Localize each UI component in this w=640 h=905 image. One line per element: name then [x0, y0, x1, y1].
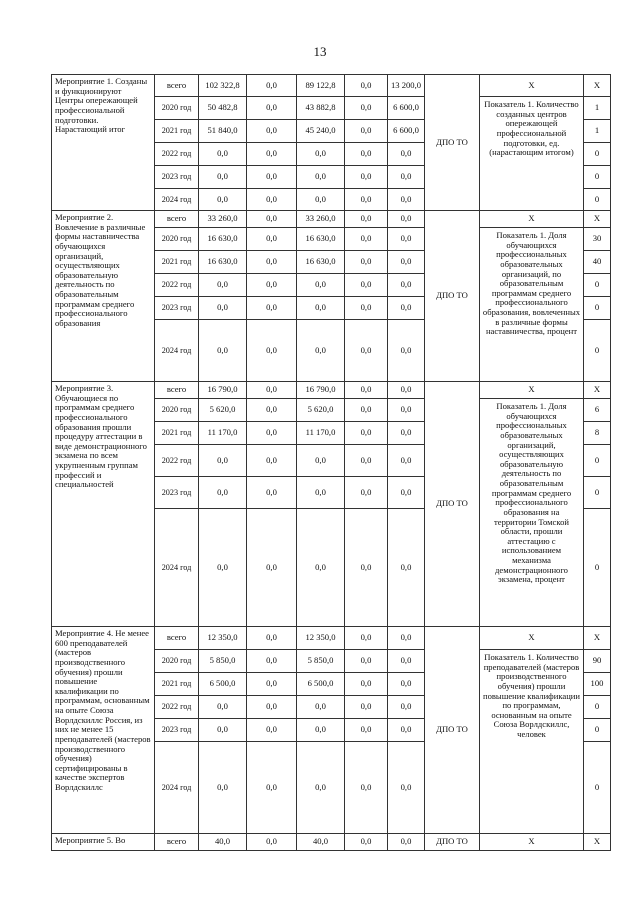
reg-cell: 11 170,0	[297, 422, 345, 445]
value-cell: 1	[584, 97, 611, 120]
other-cell: 6 600,0	[388, 120, 425, 143]
other-cell: 0,0	[388, 834, 425, 851]
reg-cell: 0,0	[297, 719, 345, 742]
table-row	[52, 211, 611, 228]
other-cell: 13 200,0	[388, 75, 425, 97]
reg-cell: 45 240,0	[297, 120, 345, 143]
reg-cell: 0,0	[297, 477, 345, 509]
reg-cell: 6 500,0	[297, 673, 345, 696]
other-cell: 0,0	[388, 509, 425, 627]
reg-cell: 16 790,0	[297, 382, 345, 399]
year-cell: 2022 год	[155, 445, 199, 477]
loc-cell: 0,0	[345, 696, 388, 719]
other-cell: 0,0	[388, 477, 425, 509]
reg-cell: 0,0	[297, 297, 345, 320]
total-cell: 0,0	[199, 320, 247, 382]
total-cell: 0,0	[199, 166, 247, 189]
value-cell: 1	[584, 120, 611, 143]
total-cell: 5 620,0	[199, 399, 247, 422]
event-name: Мероприятие 3. Обучающиеся по программам среднего профессионального образования прошли процедуру аттестации в виде демонстрационного экзамена по всем укрупненным группам профессий и специальностей	[52, 382, 155, 627]
year-cell: 2020 год	[155, 399, 199, 422]
fed-cell: 0,0	[247, 211, 297, 228]
year-cell: всего	[155, 211, 199, 228]
other-cell: 0,0	[388, 166, 425, 189]
value-cell: 6	[584, 399, 611, 422]
fed-cell: 0,0	[247, 650, 297, 673]
year-cell: 2022 год	[155, 274, 199, 297]
value-cell: 8	[584, 422, 611, 445]
fed-cell: 0,0	[247, 251, 297, 274]
reg-cell: 0,0	[297, 166, 345, 189]
event-name: Мероприятие 2. Вовлечение в различные формы наставничества обучающихся организаций, осуществляющих образовательную деятельность по образовательным программам среднего профессионального образования	[52, 211, 155, 382]
executor-cell: ДПО ТО	[425, 382, 480, 627]
reg-cell: 5 620,0	[297, 399, 345, 422]
fed-cell: 0,0	[247, 673, 297, 696]
indicator-x: X	[480, 75, 584, 97]
fed-cell: 0,0	[247, 228, 297, 251]
total-cell: 0,0	[199, 445, 247, 477]
other-cell: 0,0	[388, 742, 425, 834]
value-cell: 0	[584, 320, 611, 382]
other-cell: 0,0	[388, 422, 425, 445]
year-cell: 2023 год	[155, 477, 199, 509]
other-cell: 0,0	[388, 274, 425, 297]
total-cell: 5 850,0	[199, 650, 247, 673]
value-cell: X	[584, 75, 611, 97]
other-cell: 0,0	[388, 228, 425, 251]
value-cell: 30	[584, 228, 611, 251]
other-cell: 0,0	[388, 445, 425, 477]
loc-cell: 0,0	[345, 274, 388, 297]
fed-cell: 0,0	[247, 742, 297, 834]
loc-cell: 0,0	[345, 445, 388, 477]
other-cell: 0,0	[388, 673, 425, 696]
fed-cell: 0,0	[247, 274, 297, 297]
loc-cell: 0,0	[345, 673, 388, 696]
fed-cell: 0,0	[247, 382, 297, 399]
fed-cell: 0,0	[247, 477, 297, 509]
reg-cell: 40,0	[297, 834, 345, 851]
reg-cell: 5 850,0	[297, 650, 345, 673]
year-cell: 2020 год	[155, 97, 199, 120]
total-cell: 0,0	[199, 189, 247, 211]
reg-cell: 0,0	[297, 696, 345, 719]
total-cell: 0,0	[199, 143, 247, 166]
value-cell: 0	[584, 696, 611, 719]
loc-cell: 0,0	[345, 509, 388, 627]
value-cell: X	[584, 211, 611, 228]
table-row	[52, 382, 611, 399]
total-cell: 6 500,0	[199, 673, 247, 696]
year-cell: 2022 год	[155, 696, 199, 719]
value-cell: X	[584, 382, 611, 399]
other-cell: 0,0	[388, 320, 425, 382]
other-cell: 0,0	[388, 627, 425, 650]
reg-cell: 0,0	[297, 274, 345, 297]
fed-cell: 0,0	[247, 189, 297, 211]
executor-cell: ДПО ТО	[425, 211, 480, 382]
reg-cell: 89 122,8	[297, 75, 345, 97]
total-cell: 102 322,8	[199, 75, 247, 97]
fed-cell: 0,0	[247, 719, 297, 742]
value-cell: 0	[584, 445, 611, 477]
loc-cell: 0,0	[345, 719, 388, 742]
loc-cell: 0,0	[345, 211, 388, 228]
reg-cell: 16 630,0	[297, 228, 345, 251]
fed-cell: 0,0	[247, 422, 297, 445]
value-cell: 0	[584, 297, 611, 320]
value-cell: 40	[584, 251, 611, 274]
loc-cell: 0,0	[345, 650, 388, 673]
page-number: 13	[313, 44, 327, 59]
other-cell: 0,0	[388, 696, 425, 719]
total-cell: 0,0	[199, 509, 247, 627]
value-cell: 0	[584, 719, 611, 742]
year-cell: 2023 год	[155, 166, 199, 189]
reg-cell: 16 630,0	[297, 251, 345, 274]
other-cell: 0,0	[388, 143, 425, 166]
total-cell: 0,0	[199, 696, 247, 719]
loc-cell: 0,0	[345, 166, 388, 189]
table-row	[52, 75, 611, 97]
year-cell: 2021 год	[155, 422, 199, 445]
total-cell: 0,0	[199, 297, 247, 320]
loc-cell: 0,0	[345, 382, 388, 399]
value-cell: 0	[584, 477, 611, 509]
fed-cell: 0,0	[247, 627, 297, 650]
fed-cell: 0,0	[247, 445, 297, 477]
other-cell: 6 600,0	[388, 97, 425, 120]
reg-cell: 0,0	[297, 189, 345, 211]
fed-cell: 0,0	[247, 509, 297, 627]
value-cell: 0	[584, 166, 611, 189]
other-cell: 0,0	[388, 189, 425, 211]
year-cell: 2021 год	[155, 120, 199, 143]
year-cell: 2020 год	[155, 650, 199, 673]
fed-cell: 0,0	[247, 320, 297, 382]
loc-cell: 0,0	[345, 297, 388, 320]
reg-cell: 33 260,0	[297, 211, 345, 228]
event-name: Мероприятие 1. Созданы и функционируют Центры опережающей профессиональной подготовки. Нарастающий итог	[52, 75, 155, 211]
total-cell: 50 482,8	[199, 97, 247, 120]
year-cell: 2024 год	[155, 509, 199, 627]
year-cell: 2023 год	[155, 719, 199, 742]
other-cell: 0,0	[388, 251, 425, 274]
loc-cell: 0,0	[345, 251, 388, 274]
loc-cell: 0,0	[345, 627, 388, 650]
indicator-cell: Показатель 1. Доля обучающихся профессиональных образовательных организаций, по образовательным программам среднего профессионального образования, вовлеченных в различные формы наставничества, процент	[480, 228, 584, 382]
executor-cell: ДПО ТО	[425, 627, 480, 834]
executor-cell: ДПО ТО	[425, 834, 480, 851]
total-cell: 51 840,0	[199, 120, 247, 143]
indicator-cell: Показатель 1. Количество созданных центров опережающей профессиональной подготовки, ед. (нарастающим итогом)	[480, 97, 584, 211]
fed-cell: 0,0	[247, 297, 297, 320]
other-cell: 0,0	[388, 719, 425, 742]
loc-cell: 0,0	[345, 228, 388, 251]
fed-cell: 0,0	[247, 166, 297, 189]
year-cell: всего	[155, 75, 199, 97]
other-cell: 0,0	[388, 382, 425, 399]
value-cell: 100	[584, 673, 611, 696]
loc-cell: 0,0	[345, 143, 388, 166]
value-cell: 0	[584, 509, 611, 627]
value-cell: 0	[584, 274, 611, 297]
loc-cell: 0,0	[345, 477, 388, 509]
loc-cell: 0,0	[345, 120, 388, 143]
indicator-x: X	[480, 382, 584, 399]
year-cell: всего	[155, 382, 199, 399]
year-cell: 2023 год	[155, 297, 199, 320]
total-cell: 0,0	[199, 719, 247, 742]
total-cell: 0,0	[199, 477, 247, 509]
year-cell: 2024 год	[155, 320, 199, 382]
budget-table	[51, 74, 611, 851]
value-cell: X	[584, 627, 611, 650]
value-cell: 0	[584, 189, 611, 211]
year-cell: 2024 год	[155, 742, 199, 834]
loc-cell: 0,0	[345, 97, 388, 120]
executor-cell: ДПО ТО	[425, 75, 480, 211]
loc-cell: 0,0	[345, 320, 388, 382]
indicator-cell: Показатель 1. Доля обучающихся профессиональных образовательных организаций, осуществляющих образовательную деятельность по образовательным программам среднего профессионального образования на территории Томской области, прошли аттестацию с использованием механизма демонстрационного экзамена, процент	[480, 399, 584, 627]
total-cell: 16 790,0	[199, 382, 247, 399]
year-cell: 2022 год	[155, 143, 199, 166]
indicator-x: X	[480, 834, 584, 851]
reg-cell: 12 350,0	[297, 627, 345, 650]
value-cell: 90	[584, 650, 611, 673]
other-cell: 0,0	[388, 399, 425, 422]
indicator-x: X	[480, 627, 584, 650]
fed-cell: 0,0	[247, 75, 297, 97]
table-row	[52, 627, 611, 650]
total-cell: 16 630,0	[199, 251, 247, 274]
indicator-x: X	[480, 211, 584, 228]
reg-cell: 0,0	[297, 320, 345, 382]
fed-cell: 0,0	[247, 834, 297, 851]
reg-cell: 0,0	[297, 445, 345, 477]
reg-cell: 0,0	[297, 143, 345, 166]
loc-cell: 0,0	[345, 422, 388, 445]
loc-cell: 0,0	[345, 399, 388, 422]
other-cell: 0,0	[388, 297, 425, 320]
total-cell: 0,0	[199, 274, 247, 297]
other-cell: 0,0	[388, 650, 425, 673]
value-cell: 0	[584, 742, 611, 834]
fed-cell: 0,0	[247, 97, 297, 120]
reg-cell: 0,0	[297, 509, 345, 627]
total-cell: 12 350,0	[199, 627, 247, 650]
total-cell: 40,0	[199, 834, 247, 851]
year-cell: всего	[155, 834, 199, 851]
value-cell: X	[584, 834, 611, 851]
total-cell: 33 260,0	[199, 211, 247, 228]
indicator-cell: Показатель 1. Количество преподавателей (мастеров производственного обучения) прошли повышение квалификации по программам, основанным на опыте Союза Ворлдскиллс, человек	[480, 650, 584, 834]
year-cell: 2021 год	[155, 673, 199, 696]
total-cell: 0,0	[199, 742, 247, 834]
reg-cell: 0,0	[297, 742, 345, 834]
other-cell: 0,0	[388, 211, 425, 228]
fed-cell: 0,0	[247, 696, 297, 719]
table-row	[52, 834, 611, 851]
year-cell: 2024 год	[155, 189, 199, 211]
total-cell: 11 170,0	[199, 422, 247, 445]
value-cell: 0	[584, 143, 611, 166]
reg-cell: 43 882,8	[297, 97, 345, 120]
loc-cell: 0,0	[345, 75, 388, 97]
loc-cell: 0,0	[345, 189, 388, 211]
loc-cell: 0,0	[345, 742, 388, 834]
year-cell: всего	[155, 627, 199, 650]
loc-cell: 0,0	[345, 834, 388, 851]
year-cell: 2021 год	[155, 251, 199, 274]
event-name: Мероприятие 5. Во	[52, 834, 155, 851]
event-name: Мероприятие 4. Не менее 600 преподавателей (мастеров производственного обучения) прошли повышение квалификации по программам, основанным на опыте Союза Ворлдскиллс Россия, из них не менее 15 преподавателей (мастеров производственного обучения) сертифицированы в качестве экспертов Ворлдскиллс	[52, 627, 155, 834]
total-cell: 16 630,0	[199, 228, 247, 251]
fed-cell: 0,0	[247, 143, 297, 166]
fed-cell: 0,0	[247, 120, 297, 143]
fed-cell: 0,0	[247, 399, 297, 422]
year-cell: 2020 год	[155, 228, 199, 251]
